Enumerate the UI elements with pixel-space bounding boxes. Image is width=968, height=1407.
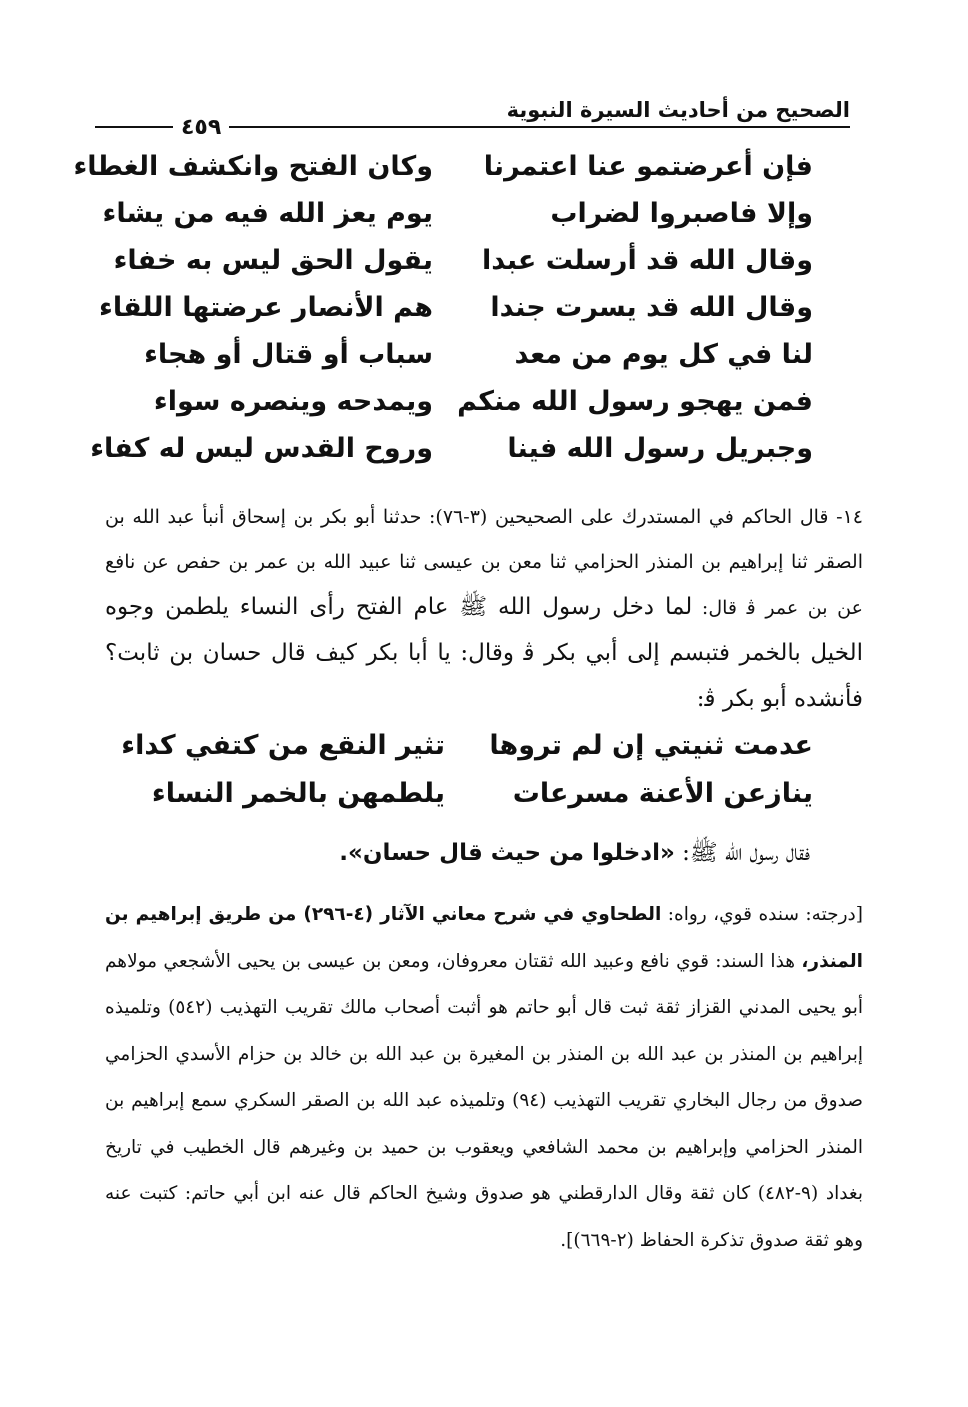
verse-second-hemistich: وكان الفتح وانكشف الغطاء bbox=[73, 151, 433, 182]
verse-second-hemistich: ويمدحه وينصره سواء bbox=[153, 386, 433, 417]
page-number: ٤٥٩ bbox=[173, 115, 229, 140]
verse-second-hemistich: وروح القدس ليس له كفاء bbox=[90, 433, 433, 464]
verse-first-hemistich: فمن يهجو رسول الله منكم bbox=[457, 386, 813, 417]
book-title: الصحيح من أحاديث السيرة النبوية bbox=[506, 98, 850, 122]
verse-first-hemistich: عدمت ثنيتي إن لم تروها bbox=[489, 730, 813, 761]
verse-first-hemistich: وقال الله قد أرسلت عبدا bbox=[482, 245, 813, 276]
verse-second-hemistich: يلطمهن بالخمر النساء bbox=[151, 778, 445, 809]
saying-quote: «ادخلوا من حيث قال حسان». bbox=[339, 840, 675, 866]
verse-first-hemistich: وقال الله قد يسرت جندا bbox=[490, 292, 813, 323]
verse-second-hemistich: سباب أو قتال أو هجاء bbox=[144, 339, 433, 370]
verse-second-hemistich: تثير النقع من كتفي كداء bbox=[121, 730, 445, 761]
verse-second-hemistich: يقول الحق ليس به خفاء bbox=[113, 245, 433, 276]
running-header bbox=[95, 86, 850, 140]
note-body: هذا السند: قوي نافع وعبيد الله ثقتان معروفان، ومعن بن عيسى بن يحيى الأشجعي مولاهم أبو يحيى المدني القزاز ثقة ثبت قال أبو حاتم هو أثبت أصحاب مالك تقريب التهذيب (٥٤٢) وتلميذه إبراهيم بن المنذر بن عبد الله بن المنذر بن المغيرة بن عبد الله بن خالد بن حزام الأسدي الحزامي صدوق من رجال البخاري تقريب التهذيب (٩٤) وتلميذه عبد الله بن الصقر السكري سمع إبراهيم بن المنذر الحزامي وإبراهيم بن محمد الشافعي ويعقوب بن حميد بن وغيرهم قال الخطيب في تاريخ بغداد (٩-٤٨٢) كان ثقة وقال الدارقطني هو صدوق وشيخ الحاكم قال عنه ابن أبي حاتم: كتبت عنه وهو ثقة صدوق تذكرة الحفاظ (٢-٦٦٩)]. bbox=[105, 950, 863, 1251]
hadith-isnad: ١٤- قال الحاكم في المستدرك على الصحيحين (٣-٧٦): حدثنا أبو بكر بن إسحاق أنبأ عبد الله بن الصقر ثنا إبراهيم بن المنذر الحزامي ثنا معن بن عيسى ثنا عبيد الله بن عمر بن حفص عن نافع عن بن عمر ﭬ قال: bbox=[105, 506, 863, 619]
saying-intro: فقال رسول الله ﷺ: bbox=[682, 840, 810, 866]
hadith-paragraph bbox=[105, 495, 863, 723]
prophet-saying bbox=[339, 838, 810, 872]
verse-first-hemistich: وإلا فاصبروا لضراب bbox=[550, 198, 813, 229]
note-source: الطحاوي في شرح معاني الآثار (٤-٢٩٦) من طريق إبراهيم بن المنذر، bbox=[105, 904, 863, 972]
grading-note bbox=[105, 892, 863, 1264]
note-open: [درجته: سنده قوي، رواه: bbox=[667, 904, 863, 925]
hadith-matn: لما دخل رسول الله ﷺ عام الفتح رأى النساء يلطمن وجوه الخيل بالخمر فتبسم إلى أبي بكر ﭬ وقال: يا أبا بكر كيف قال حسان بن ثابت؟ فأنشده أبو بكر ﭬ: bbox=[105, 594, 863, 712]
verse-second-hemistich: هم الأنصار عرضتها اللقاء bbox=[99, 292, 433, 323]
verse-first-hemistich: لنا في كل يوم من معد bbox=[514, 339, 813, 370]
verse-first-hemistich: وجبريل رسول الله فينا bbox=[507, 433, 813, 464]
verse-second-hemistich: يوم يعز الله فيه من يشاء bbox=[102, 198, 433, 229]
verse-first-hemistich: ينازعن الأعنة مسرعات bbox=[512, 778, 813, 809]
verse-first-hemistich: فإن أعرضتمو عنا اعتمرنا bbox=[483, 151, 813, 182]
